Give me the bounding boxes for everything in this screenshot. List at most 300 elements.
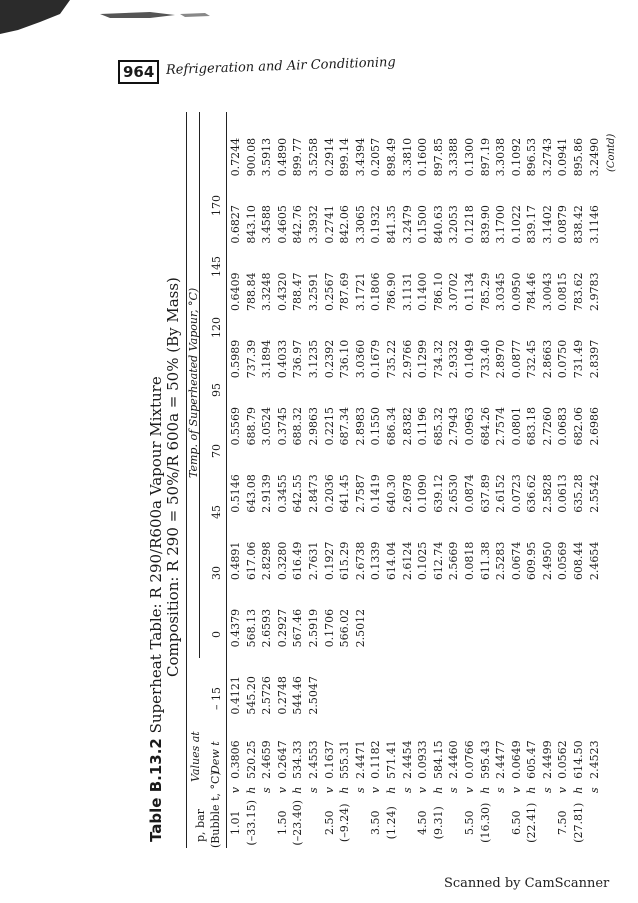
pressure-cell: 1.50: [275, 810, 289, 836]
superheat-value-cell: 2.9783: [587, 272, 601, 311]
superheat-value-cell: 0.1679: [369, 339, 383, 379]
superheat-value-cell: 3.2591: [306, 272, 320, 311]
superheat-value-cell: 0.1299: [416, 339, 430, 379]
dew-value-cell: 595.43: [478, 740, 492, 779]
superheat-value-cell: 2.7574: [494, 407, 508, 446]
superheat-value-cell: 3.5258: [306, 137, 320, 177]
superheat-value-cell: 2.5828: [540, 474, 554, 513]
superheat-value-cell: 2.8983: [353, 407, 367, 446]
superheat-value-cell: 2.5726: [260, 676, 274, 715]
dew-value-cell: 555.31: [338, 740, 352, 779]
property-cell: s: [494, 787, 508, 794]
property-cell: s: [353, 787, 367, 794]
superheat-value-cell: 2.8382: [400, 407, 414, 446]
superheat-value-cell: 3.3038: [494, 137, 508, 177]
superheat-value-cell: 785.29: [478, 272, 492, 311]
superheat-value-cell: 734.32: [431, 339, 445, 379]
superheat-value-cell: 787.69: [338, 272, 352, 311]
property-cell: h: [338, 786, 352, 794]
superheat-value-cell: 545.20: [244, 676, 258, 715]
superheat-value-cell: 0.6409: [229, 272, 242, 311]
superheat-value-cell: 2.6986: [587, 407, 601, 446]
superheat-value-cell: 0.2036: [322, 474, 336, 513]
superheat-value-cell: 0.7244: [229, 137, 242, 177]
superheat-value-cell: [462, 650, 478, 717]
pressure-cell: 3.50: [369, 810, 383, 836]
dew-value-cell: 0.1182: [369, 740, 383, 779]
header-temp-col: – 15: [210, 687, 223, 710]
superheat-value-cell: 897.85: [431, 137, 445, 177]
pressure-cell: (–23.40): [291, 799, 305, 846]
superheat-value-cell: 635.28: [572, 474, 586, 513]
superheat-value-cell: 0.5989: [229, 339, 242, 379]
superheat-value-cell: 3.2743: [540, 137, 554, 177]
superheat-value-cell: 783.62: [572, 272, 586, 311]
superheat-value-cell: 0.2567: [322, 272, 336, 311]
table-row: [353, 112, 369, 848]
superheat-value-cell: 0.1550: [369, 407, 383, 446]
property-cell: s: [540, 787, 554, 794]
superheat-value-cell: 3.1146: [587, 205, 601, 244]
superheat-value-cell: 0.0674: [509, 541, 523, 581]
superheat-value-cell: 0.1806: [369, 272, 383, 311]
superheat-value-cell: 839.90: [478, 205, 492, 244]
superheat-value-cell: 0.1049: [462, 339, 476, 379]
property-cell: s: [400, 787, 414, 794]
pressure-cell: [353, 798, 369, 848]
property-cell: v: [322, 787, 336, 794]
superheat-value-cell: 0.2057: [369, 137, 383, 177]
superheat-value-cell: 841.35: [384, 205, 398, 244]
pressure-cell: 4.50: [416, 810, 430, 836]
superheat-value-cell: 0.1500: [416, 205, 430, 244]
superheat-value-cell: 2.5012: [353, 608, 367, 648]
superheat-value-cell: 2.5919: [306, 608, 320, 648]
pressure-cell: 7.50: [556, 810, 570, 836]
superheat-value-cell: 0.6827: [229, 205, 242, 244]
dew-value-cell: 2.4477: [494, 740, 508, 779]
superheat-value-cell: 898.49: [384, 137, 398, 177]
pressure-cell: (–33.15): [244, 799, 258, 846]
superheat-value-cell: [540, 583, 556, 650]
superheat-value-cell: 3.0360: [353, 339, 367, 379]
header-bottom-rule: [226, 112, 227, 848]
superheat-value-cell: 0.4033: [275, 339, 289, 379]
superheat-value-cell: 2.7631: [306, 541, 320, 581]
dew-value-cell: 0.0766: [462, 740, 476, 779]
superheat-value-cell: 2.9766: [400, 339, 414, 379]
superheat-value-cell: 2.6530: [447, 474, 461, 513]
property-cell: s: [260, 787, 274, 794]
superheat-value-cell: 736.97: [291, 339, 305, 379]
superheat-value-cell: 0.0750: [556, 339, 570, 379]
superheat-value-cell: 608.44: [572, 541, 586, 581]
superheat-value-cell: 0.3280: [275, 541, 289, 581]
superheat-value-cell: 3.2479: [400, 205, 414, 244]
superheat-value-cell: 0.0950: [509, 272, 523, 311]
dew-value-cell: 605.47: [525, 740, 539, 779]
superheat-value-cell: 2.8298: [260, 541, 274, 581]
superheat-value-cell: [368, 650, 384, 717]
table-row: [446, 112, 462, 848]
superheat-value-cell: 731.49: [572, 339, 586, 379]
table-row: [431, 112, 447, 848]
table-row: [290, 112, 306, 848]
property-cell: h: [478, 786, 492, 794]
scanner-watermark: Scanned by CamScanner: [444, 876, 610, 891]
dew-value-cell: 0.1637: [322, 740, 336, 779]
table-row: [587, 112, 603, 848]
superheat-value-cell: 2.9332: [447, 339, 461, 379]
superheat-value-cell: [509, 650, 525, 717]
superheat-value-cell: 3.3932: [306, 205, 320, 244]
superheat-value-cell: 2.6738: [353, 541, 367, 581]
superheat-value-cell: [446, 650, 462, 717]
superheat-value-cell: 737.39: [244, 339, 258, 379]
superheat-value-cell: 788.84: [244, 272, 258, 311]
table-row: [555, 112, 571, 848]
superheat-value-cell: 0.1600: [416, 137, 430, 177]
superheat-value-cell: 639.12: [431, 474, 445, 513]
pressure-cell: [400, 798, 416, 848]
superheat-value-cell: 0.2215: [322, 407, 336, 446]
superheat-value-cell: 642.55: [291, 474, 305, 513]
superheat-value-cell: 0.2392: [322, 339, 336, 379]
superheat-value-cell: 688.79: [244, 407, 258, 446]
superheat-value-cell: [524, 583, 540, 650]
superheat-value-cell: 0.0879: [556, 205, 570, 244]
superheat-value-cell: 2.4950: [540, 541, 554, 581]
superheat-value-cell: [322, 650, 338, 717]
superheat-value-cell: 0.4605: [275, 205, 289, 244]
table-row: [400, 112, 416, 848]
dew-value-cell: 520.25: [244, 740, 258, 779]
superheat-value-cell: 0.1196: [416, 407, 430, 446]
dew-value-cell: 534.33: [291, 740, 305, 779]
superheat-value-cell: 2.5669: [447, 541, 461, 581]
superheat-value-cell: 3.1235: [306, 339, 320, 379]
table-row: [306, 112, 322, 848]
superheat-value-cell: [368, 583, 384, 650]
superheat-value-cell: [587, 650, 603, 717]
superheat-value-cell: 683.18: [525, 407, 539, 446]
superheat-value-cell: 0.1932: [369, 205, 383, 244]
pressure-cell: (–9.24): [338, 803, 352, 843]
superheat-value-cell: 0.4320: [275, 272, 289, 311]
superheat-value-cell: 899.77: [291, 137, 305, 177]
superheat-value-cell: 611.38: [478, 541, 492, 581]
superheat-value-cell: [524, 650, 540, 717]
superheat-value-cell: [571, 650, 587, 717]
superheat-value-cell: 616.49: [291, 541, 305, 581]
superheat-value-cell: 684.26: [478, 407, 492, 446]
pressure-cell: [540, 798, 556, 848]
superheat-value-cell: 686.34: [384, 407, 398, 446]
property-cell: v: [369, 787, 383, 794]
dew-value-cell: 0.3806: [229, 740, 242, 779]
pressure-cell: [493, 798, 509, 848]
superheat-value-cell: 842.06: [338, 205, 352, 244]
pressure-cell: (27.81): [572, 802, 586, 843]
superheat-value-cell: 2.8473: [306, 474, 320, 513]
superheat-value-cell: 0.1706: [322, 608, 336, 648]
pressure-cell: [587, 798, 603, 848]
superheat-value-cell: 3.2490: [587, 137, 601, 177]
table-row: [228, 112, 244, 848]
superheat-value-cell: 2.8663: [540, 339, 554, 379]
superheat-value-cell: 0.0723: [509, 474, 523, 513]
header-temp-col: 70: [210, 444, 223, 458]
superheat-value-cell: [478, 650, 494, 717]
superheat-value-cell: 3.1894: [260, 339, 274, 379]
table-row: [322, 112, 338, 848]
superheat-value-cell: [431, 650, 447, 717]
property-cell: v: [229, 787, 242, 794]
superheat-value-cell: [446, 583, 462, 650]
table-row: [493, 112, 509, 848]
table-row: [540, 112, 556, 848]
dew-value-cell: 614.50: [572, 740, 586, 779]
superheat-value-cell: 612.74: [431, 541, 445, 581]
table-body: [228, 112, 602, 848]
superheat-value-cell: [353, 650, 369, 717]
superheat-table: [228, 112, 602, 848]
dew-value-cell: 0.2647: [275, 740, 289, 779]
header-temp-col: 30: [210, 566, 223, 580]
superheat-value-cell: [509, 583, 525, 650]
superheat-value-cell: 2.5283: [494, 541, 508, 581]
superheat-value-cell: 2.5542: [587, 474, 601, 513]
superheat-value-cell: 0.0963: [462, 407, 476, 446]
superheat-value-cell: [462, 583, 478, 650]
superheat-value-cell: [493, 650, 509, 717]
superheat-value-cell: 3.3065: [353, 205, 367, 244]
superheat-value-cell: 641.45: [338, 474, 352, 513]
superheat-value-cell: 0.1927: [322, 541, 336, 581]
superheat-value-cell: 682.06: [572, 407, 586, 446]
superheat-value-cell: 840.63: [431, 205, 445, 244]
superheat-value-cell: 688.32: [291, 407, 305, 446]
superheat-value-cell: 3.0524: [260, 407, 274, 446]
continued-note: (Contd): [606, 133, 617, 172]
superheat-value-cell: [555, 583, 571, 650]
superheat-value-cell: 3.1700: [494, 205, 508, 244]
superheat-value-cell: 0.2741: [322, 205, 336, 244]
dew-value-cell: 0.0649: [509, 740, 523, 779]
superheat-value-cell: [415, 650, 431, 717]
superheat-value-cell: 3.0043: [540, 272, 554, 311]
superheat-value-cell: 733.40: [478, 339, 492, 379]
dew-value-cell: 571.41: [384, 740, 398, 779]
header-temp-col: 145: [210, 256, 223, 277]
table-row: [337, 112, 353, 848]
superheat-value-cell: 0.4121: [229, 676, 242, 715]
table-row: [244, 112, 260, 848]
superheat-value-cell: 0.3745: [275, 407, 289, 446]
header-temp-col: 45: [210, 505, 223, 519]
superheat-value-cell: 3.4394: [353, 137, 367, 177]
table-row: [462, 112, 478, 848]
superheat-value-cell: 843.10: [244, 205, 258, 244]
superheat-value-cell: 0.1025: [416, 541, 430, 581]
superheat-value-cell: 3.4588: [260, 205, 274, 244]
superheat-value-cell: 0.1339: [369, 541, 383, 581]
table-caption: [148, 122, 182, 842]
superheat-value-cell: 609.95: [525, 541, 539, 581]
superheat-value-cell: 788.47: [291, 272, 305, 311]
dew-value-cell: 2.4460: [447, 740, 461, 779]
superheat-value-cell: 896.53: [525, 137, 539, 177]
header-bubble: (Bubble t, °C): [209, 771, 222, 848]
dew-value-cell: 2.4659: [260, 740, 274, 779]
superheat-value-cell: 0.1218: [462, 205, 476, 244]
superheat-value-cell: 2.8970: [494, 339, 508, 379]
property-cell: h: [244, 786, 258, 794]
superheat-value-cell: 0.5569: [229, 407, 242, 446]
superheat-value-cell: 0.3455: [275, 474, 289, 513]
superheat-value-cell: 640.30: [384, 474, 398, 513]
superheat-value-cell: 838.42: [572, 205, 586, 244]
property-cell: s: [306, 787, 320, 794]
page-number: 964: [118, 60, 159, 84]
header-dew-t: Dew t: [209, 741, 222, 774]
superheat-value-cell: 3.2053: [447, 205, 461, 244]
superheat-value-cell: 566.02: [338, 608, 352, 648]
superheat-value-cell: 0.0941: [556, 137, 570, 177]
table-label: Table B.13.2: [147, 738, 165, 842]
header-temp-group: Temp. of Superheated Vapour, °C): [187, 287, 200, 478]
dew-value-cell: 2.4454: [400, 740, 414, 779]
superheat-value-cell: 2.4654: [587, 541, 601, 581]
superheat-value-cell: 786.90: [384, 272, 398, 311]
superheat-value-cell: 0.0569: [556, 541, 570, 581]
superheat-value-cell: 0.1300: [462, 137, 476, 177]
superheat-value-cell: 0.1022: [509, 205, 523, 244]
superheat-value-cell: 3.3810: [400, 137, 414, 177]
header-temp-col: 120: [210, 317, 223, 338]
superheat-value-cell: 636.62: [525, 474, 539, 513]
superheat-value-cell: 3.0345: [494, 272, 508, 311]
dew-value-cell: 584.15: [431, 740, 445, 779]
superheat-value-cell: 0.4379: [229, 608, 242, 648]
superheat-value-cell: 0.2748: [275, 676, 289, 715]
superheat-value-cell: 2.9139: [260, 474, 274, 513]
superheat-value-cell: 0.2914: [322, 137, 336, 177]
table-row: [275, 112, 291, 848]
pressure-cell: 1.01: [229, 810, 242, 836]
superheat-value-cell: [415, 583, 431, 650]
superheat-value-cell: 2.7587: [353, 474, 367, 513]
header-temp-col: 170: [210, 195, 223, 216]
table-row: [478, 112, 494, 848]
pressure-cell: (16.30): [478, 802, 492, 843]
superheat-value-cell: 2.9863: [306, 407, 320, 446]
superheat-value-cell: [431, 583, 447, 650]
superheat-value-cell: 2.7943: [447, 407, 461, 446]
superheat-value-cell: 0.0613: [556, 474, 570, 513]
pressure-cell: 6.50: [509, 810, 523, 836]
pressure-cell: (1.24): [384, 806, 398, 840]
superheat-value-cell: 3.0702: [447, 272, 461, 311]
property-cell: h: [431, 786, 445, 794]
table-title: Superheat Table: R 290/R600a Vapour Mixture: [147, 376, 165, 734]
superheat-value-cell: [555, 650, 571, 717]
superheat-value-cell: [478, 583, 494, 650]
superheat-value-cell: 2.6593: [260, 608, 274, 648]
property-cell: h: [572, 786, 586, 794]
superheat-value-cell: 567.46: [291, 608, 305, 648]
superheat-value-cell: 732.45: [525, 339, 539, 379]
superheat-value-cell: 899.14: [338, 137, 352, 177]
scan-edge-smudge: [0, 0, 220, 40]
page-running-title: Refrigeration and Air Conditioning: [165, 54, 397, 78]
header-pressure: p, bar: [194, 809, 207, 842]
superheat-value-cell: 736.10: [338, 339, 352, 379]
property-cell: v: [275, 787, 289, 794]
superheat-value-cell: 2.5047: [306, 676, 320, 715]
superheat-value-cell: 2.7260: [540, 407, 554, 446]
pressure-cell: (9.31): [431, 806, 445, 840]
superheat-value-cell: 3.1131: [400, 272, 414, 311]
superheat-value-cell: 0.0818: [462, 541, 476, 581]
superheat-value-cell: 0.0801: [509, 407, 523, 446]
pressure-cell: (22.41): [525, 802, 539, 843]
superheat-value-cell: 637.89: [478, 474, 492, 513]
superheat-value-cell: [384, 650, 400, 717]
superheat-value-cell: 3.5913: [260, 137, 274, 177]
superheat-value-cell: 2.6124: [400, 541, 414, 581]
property-cell: s: [587, 787, 601, 794]
superheat-value-cell: 0.0874: [462, 474, 476, 513]
superheat-value-cell: [384, 583, 400, 650]
superheat-value-cell: 0.1419: [369, 474, 383, 513]
superheat-value-cell: 685.32: [431, 407, 445, 446]
superheat-value-cell: 643.08: [244, 474, 258, 513]
superheat-value-cell: [493, 583, 509, 650]
property-cell: v: [416, 787, 430, 794]
superheat-value-cell: 0.4890: [275, 137, 289, 177]
table-row: [509, 112, 525, 848]
superheat-value-cell: 735.22: [384, 339, 398, 379]
superheat-value-cell: 2.8397: [587, 339, 601, 379]
superheat-value-cell: [337, 650, 353, 717]
superheat-value-cell: 0.1400: [416, 272, 430, 311]
superheat-value-cell: 3.3388: [447, 137, 461, 177]
property-cell: h: [525, 786, 539, 794]
superheat-value-cell: 0.5146: [229, 474, 242, 513]
superheat-value-cell: 0.0815: [556, 272, 570, 311]
table-subtitle: Composition: R 290 = 50%/R 600a = 50% (By Mass): [164, 277, 182, 677]
superheat-value-cell: [400, 583, 416, 650]
superheat-value-cell: 3.1402: [540, 205, 554, 244]
table-row: [384, 112, 400, 848]
superheat-value-cell: 3.1721: [353, 272, 367, 311]
dew-value-cell: 2.4471: [353, 740, 367, 779]
superheat-value-cell: [587, 583, 603, 650]
superheat-value-cell: 2.6978: [400, 474, 414, 513]
table-row: [571, 112, 587, 848]
dew-value-cell: 0.0933: [416, 740, 430, 779]
property-cell: h: [291, 786, 305, 794]
pressure-cell: 2.50: [322, 810, 336, 836]
superheat-value-cell: 895.86: [572, 137, 586, 177]
dew-value-cell: 2.4553: [306, 740, 320, 779]
superheat-value-cell: 900.08: [244, 137, 258, 177]
pressure-cell: [306, 798, 322, 848]
table-top-rule: [186, 112, 187, 848]
superheat-value-cell: 0.0877: [509, 339, 523, 379]
header-temp-col: 95: [210, 383, 223, 397]
